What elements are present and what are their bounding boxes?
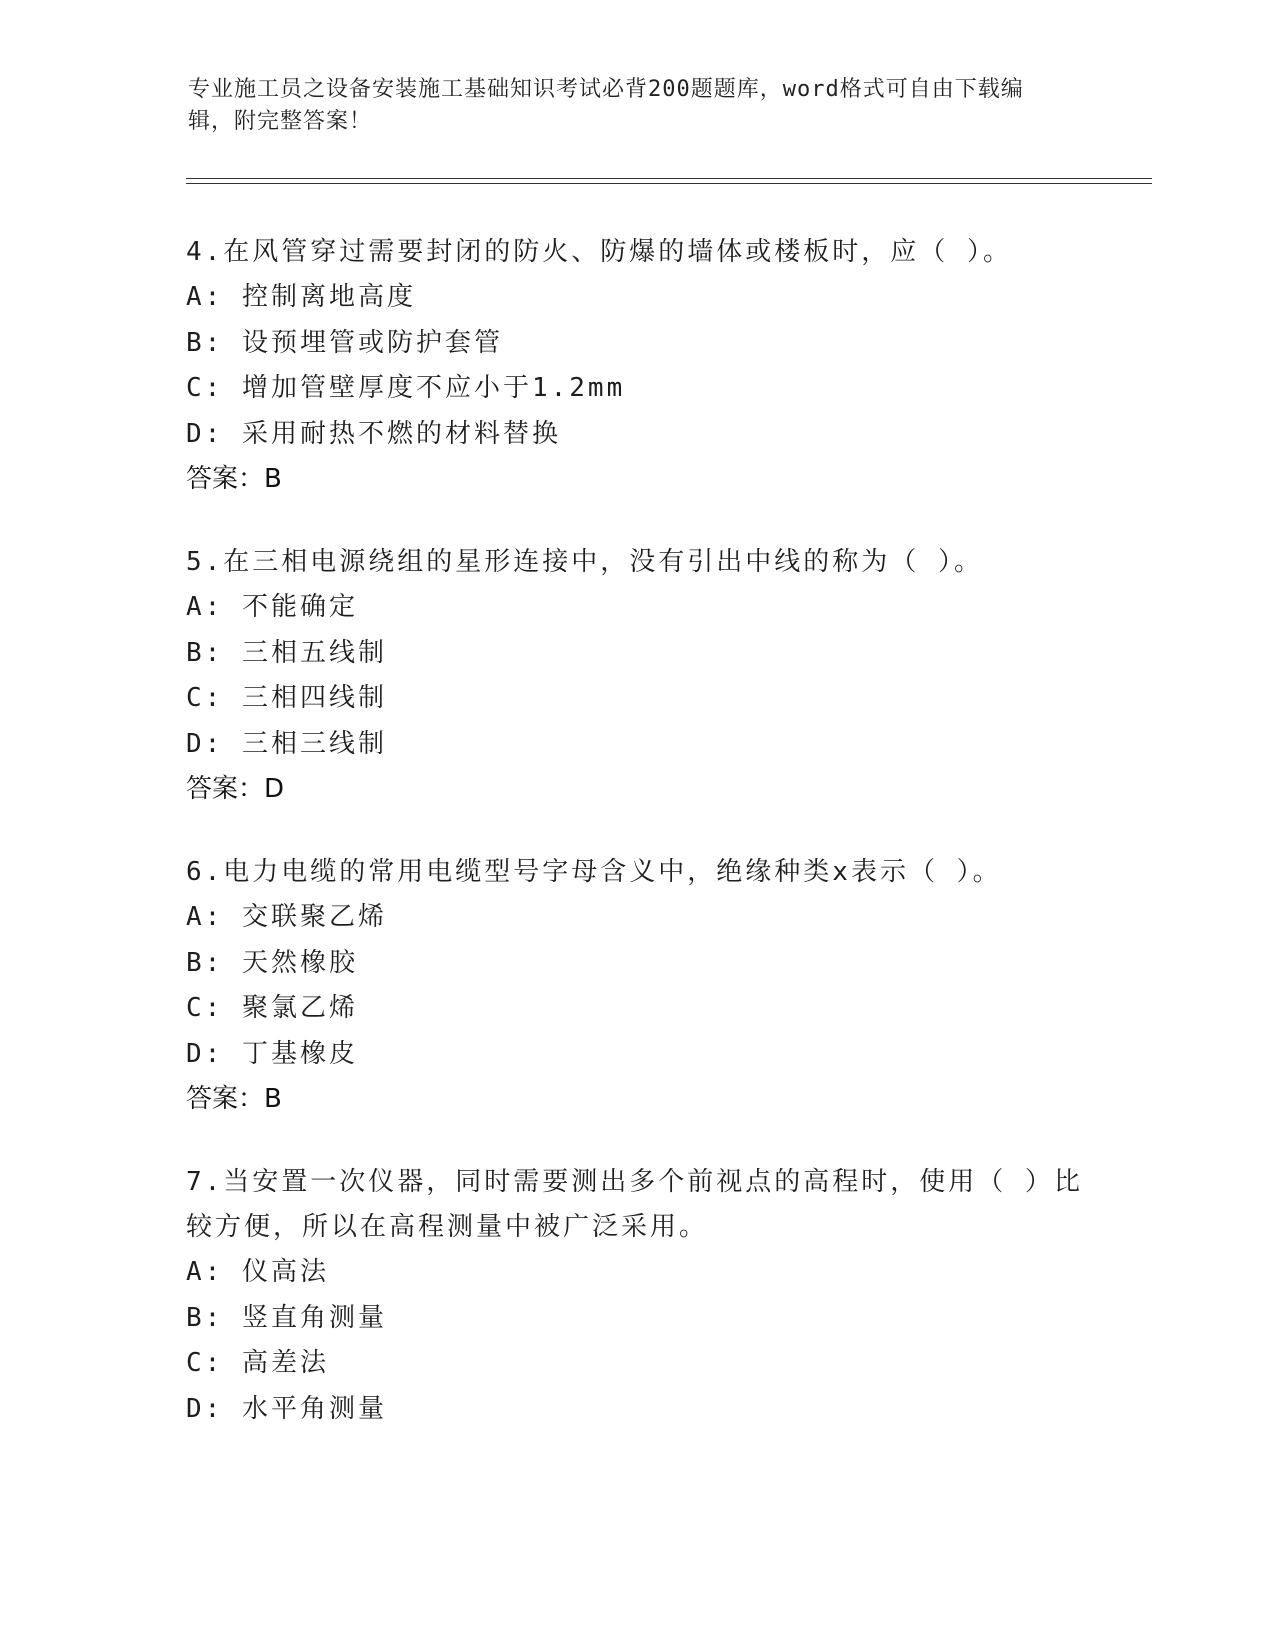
- option-c: C: 聚氯乙烯: [186, 993, 358, 1023]
- question-stem: 6.电力电缆的常用电缆型号字母含义中，绝缘种类x表示（ ）。: [186, 857, 1002, 887]
- question-6: [186, 850, 1086, 1122]
- option-a: A: 不能确定: [186, 592, 358, 622]
- option-b: B: 天然橡胶: [186, 947, 358, 978]
- option-d: D: 水平角测量: [186, 1393, 387, 1424]
- option-a: A: 交联聚乙烯: [186, 902, 387, 932]
- option-c: C: 增加管壁厚度不应小于1.2mm: [186, 373, 626, 403]
- option-c: C: 三相四线制: [186, 683, 387, 713]
- answer-value: D: [264, 774, 285, 804]
- document-header: 专业施工员之设备安装施工基础知识考试必背200题题库，word格式可自由下载编辑，附完整答案！: [188, 77, 1024, 134]
- answer-line: [186, 767, 1086, 812]
- question-stem: 7.当安置一次仪器，同时需要测出多个前视点的高程时，使用（ ）比较方便，所以在高程测量中被广泛采用。: [186, 1167, 1083, 1242]
- answer-value: B: [264, 464, 282, 494]
- header-divider-bottom: [186, 183, 1152, 184]
- option-d: D: 丁基橡皮: [186, 1038, 358, 1069]
- question-stem: 4.在风管穿过需要封闭的防火、防爆的墙体或楼板时，应（ ）。: [186, 237, 1012, 267]
- option-b: B: 三相五线制: [186, 637, 387, 668]
- question-5: [186, 540, 1086, 812]
- option-a: A: 仪高法: [186, 1257, 329, 1287]
- answer-label: 答案：: [186, 464, 265, 494]
- option-d: D: 采用耐热不燃的材料替换: [186, 418, 561, 449]
- answer-value: B: [264, 1084, 282, 1114]
- question-4: [186, 230, 1086, 502]
- question-list: [186, 230, 1086, 1470]
- option-a: A: 控制离地高度: [186, 282, 416, 312]
- option-d: D: 三相三线制: [186, 728, 387, 759]
- option-b: B: 设预埋管或防护套管: [186, 327, 503, 358]
- answer-label: 答案：: [186, 774, 265, 804]
- answer-label: 答案：: [186, 1084, 265, 1114]
- option-c: C: 高差法: [186, 1348, 329, 1378]
- answer-line: [186, 1077, 1086, 1122]
- answer-line: [186, 457, 1086, 502]
- header-divider-top: [186, 178, 1152, 179]
- option-b: B: 竖直角测量: [186, 1302, 387, 1333]
- question-stem: 5.在三相电源绕组的星形连接中，没有引出中线的称为（ ）。: [186, 547, 983, 577]
- question-7: [186, 1160, 1086, 1432]
